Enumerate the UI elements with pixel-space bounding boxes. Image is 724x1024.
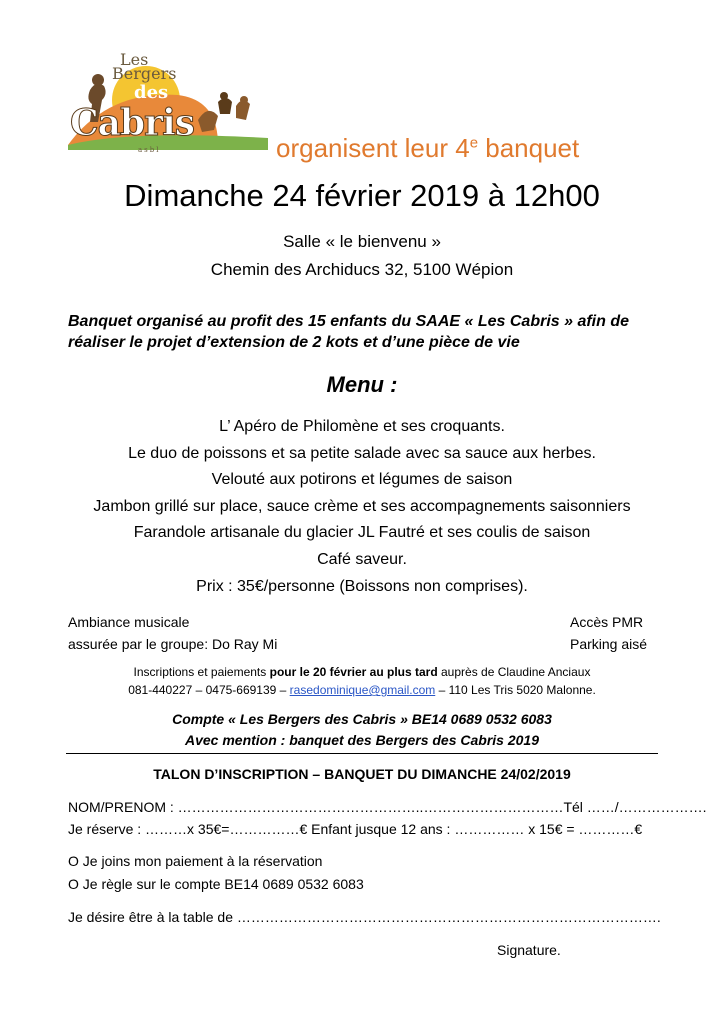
contact-info [0, 683, 724, 697]
form-table-line: Je désire être à la table de ………………………………………………………………………………. [68, 909, 661, 925]
contact-phones: 081-440227 – 0475-669139 – [128, 683, 290, 697]
logo-text-les: Les [120, 50, 149, 69]
logo-text-des: des [134, 82, 169, 103]
menu-item: Le duo de poissons et sa petite salade avec sa sauce aux herbes. [128, 444, 596, 462]
form-name-line: NOM/PRENOM : ……………………………………………..…………………………Tél ……/………………. [68, 799, 707, 815]
menu-price: Prix : 35€/personne (Boissons non comprises). [196, 578, 528, 595]
menu-item: L’ Apéro de Philomène et ses croquants. [219, 418, 505, 435]
subtitle-sup: e [469, 134, 479, 152]
inscription-post: auprès de Claudine Anciaux [437, 665, 591, 679]
menu-list [0, 414, 724, 573]
inscription-info [0, 665, 724, 679]
form-option-pay-with-reservation: O Je joins mon paiement à la réservation [68, 853, 323, 869]
event-date: Dimanche 24 février 2019 à 12h00 [124, 178, 600, 213]
logo-text-bergers: Bergers [112, 64, 177, 83]
logo-text-cabris: Cabris [70, 102, 195, 144]
contact-address: – 110 Les Tris 5020 Malonne. [435, 683, 596, 697]
purpose-text: Banquet organisé au profit des 15 enfants du SAAE « Les Cabris » afin de réaliser le projet d’extension de 2 kots et d’une pièce de vie [68, 313, 630, 351]
bank-mention: Avec mention : banquet des Bergers des Cabris 2019 [184, 732, 539, 748]
bank-account: Compte « Les Bergers des Cabris » BE14 0689 0532 6083 [172, 711, 552, 727]
inscription-deadline: pour le 20 février au plus tard [269, 665, 438, 679]
event-venue: Salle « le bienvenu » [283, 232, 441, 251]
contact-email-link[interactable]: rasedominique@gmail.com [289, 683, 436, 697]
event-address: Chemin des Archiducs 32, 5100 Wépion [210, 260, 514, 279]
menu-item: Café saveur. [317, 550, 407, 568]
menu-item: Farandole artisanale du glacier JL Fautré et ses coulis de saison [133, 524, 591, 541]
divider [66, 753, 658, 754]
subtitle [276, 133, 579, 164]
music-info-line2: assurée par le groupe: Do Ray Mi [68, 636, 278, 652]
menu-title: Menu : [326, 372, 398, 397]
subtitle-pre: organisent leur 4 [276, 133, 470, 163]
menu-item: Jambon grillé sur place, sauce crème et ses accompagnements saisonniers [93, 497, 631, 515]
parking-info: Parking aisé [570, 636, 648, 652]
signature-label: Signature. [497, 942, 561, 958]
menu-item: Velouté aux potirons et légumes de saison [211, 471, 513, 488]
form-reserve-line: Je réserve : ………x 35€=……………€ Enfant jusque 12 ans : …………… x 15€ = …………€ [68, 821, 643, 837]
pmr-access: Accès PMR [570, 614, 644, 630]
inscription-pre: Inscriptions et paiements [133, 665, 270, 679]
music-info-line1: Ambiance musicale [68, 614, 190, 630]
form-option-pay-by-account: O Je règle sur le compte BE14 0689 0532 6083 [68, 876, 364, 892]
subtitle-post: banquet [478, 133, 580, 163]
logo [68, 50, 268, 160]
logo-text-asbl: asbl [138, 146, 161, 154]
talon-title: TALON D’INSCRIPTION – BANQUET DU DIMANCHE 24/02/2019 [153, 766, 571, 782]
